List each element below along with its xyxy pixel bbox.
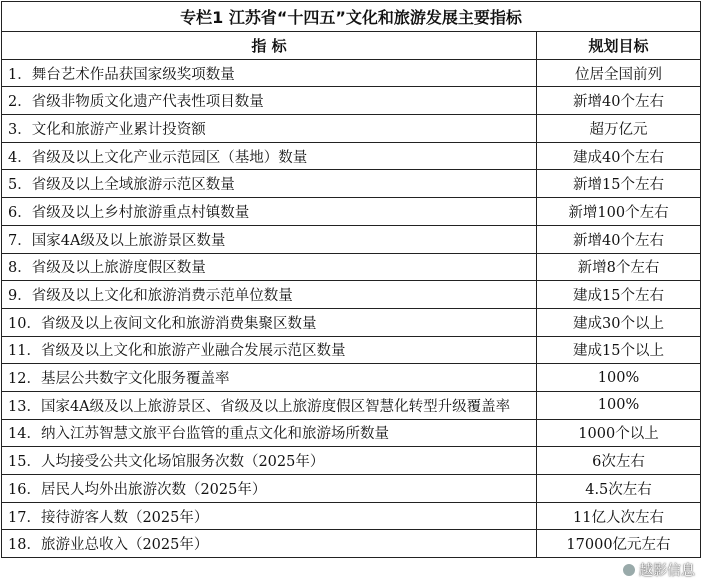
target-cell: 新增8个左右 xyxy=(537,253,701,281)
indicator-cell: 9．省级及以上文化和旅游消费示范单位数量 xyxy=(2,281,537,309)
target-cell: 建成40个左右 xyxy=(537,142,701,170)
target-cell: 建成15个以上 xyxy=(537,336,701,364)
indicator-cell: 13．国家4A级及以上旅游景区、省级及以上旅游度假区智慧化转型升级覆盖率 xyxy=(2,391,537,419)
target-cell: 1000个以上 xyxy=(537,419,701,447)
table-row xyxy=(2,419,701,447)
table-body xyxy=(2,59,701,557)
table-row xyxy=(2,530,701,558)
indicator-cell: 12．基层公共数字文化服务覆盖率 xyxy=(2,364,537,392)
indicator-document xyxy=(1,1,700,558)
table-row xyxy=(2,502,701,530)
table-row xyxy=(2,59,701,87)
indicator-cell: 14．纳入江苏智慧文旅平台监管的重点文化和旅游场所数量 xyxy=(2,419,537,447)
table-row xyxy=(2,447,701,475)
target-cell: 位居全国前列 xyxy=(537,59,701,87)
table-title: 专栏1 江苏省“十四五”文化和旅游发展主要指标 xyxy=(2,2,701,32)
target-cell: 超万亿元 xyxy=(537,115,701,143)
indicator-cell: 4．省级及以上文化产业示范园区（基地）数量 xyxy=(2,142,537,170)
target-cell: 11亿人次左右 xyxy=(537,502,701,530)
target-cell: 新增15个左右 xyxy=(537,170,701,198)
table-row xyxy=(2,475,701,503)
indicator-cell: 3．文化和旅游产业累计投资额 xyxy=(2,115,537,143)
watermark-text: 越影信息 xyxy=(639,563,695,579)
table-row xyxy=(2,87,701,115)
target-cell: 建成15个左右 xyxy=(537,281,701,309)
table-row xyxy=(2,336,701,364)
indicator-cell: 18．旅游业总收入（2025年） xyxy=(2,530,537,558)
header-row xyxy=(2,32,701,60)
table-row xyxy=(2,281,701,309)
target-cell: 100% xyxy=(537,364,701,392)
table-row xyxy=(2,391,701,419)
target-cell: 17000亿元左右 xyxy=(537,530,701,558)
table-row xyxy=(2,115,701,143)
target-cell: 新增40个左右 xyxy=(537,225,701,253)
indicator-cell: 7．国家4A级及以上旅游景区数量 xyxy=(2,225,537,253)
target-cell: 建成30个以上 xyxy=(537,308,701,336)
indicator-cell: 17．接待游客人数（2025年） xyxy=(2,502,537,530)
indicator-cell: 1．舞台艺术作品获国家级奖项数量 xyxy=(2,59,537,87)
indicator-cell: 10．省级及以上夜间文化和旅游消费集聚区数量 xyxy=(2,308,537,336)
table-row xyxy=(2,198,701,226)
target-cell: 新增100个左右 xyxy=(537,198,701,226)
indicator-cell: 2．省级非物质文化遗产代表性项目数量 xyxy=(2,87,537,115)
target-cell: 4.5次左右 xyxy=(537,475,701,503)
indicator-cell: 5．省级及以上全域旅游示范区数量 xyxy=(2,170,537,198)
target-cell: 100% xyxy=(537,391,701,419)
target-cell: 6次左右 xyxy=(537,447,701,475)
indicator-cell: 16．居民人均外出旅游次数（2025年） xyxy=(2,475,537,503)
table-row xyxy=(2,170,701,198)
target-column-header: 规划目标 xyxy=(537,32,701,60)
table-row xyxy=(2,364,701,392)
table-row xyxy=(2,308,701,336)
indicator-cell: 11．省级及以上文化和旅游产业融合发展示范区数量 xyxy=(2,336,537,364)
indicator-cell: 6．省级及以上乡村旅游重点村镇数量 xyxy=(2,198,537,226)
indicator-table xyxy=(1,1,701,558)
indicator-cell: 15．人均接受公共文化场馆服务次数（2025年） xyxy=(2,447,537,475)
wechat-logo-icon xyxy=(622,563,636,577)
indicator-cell: 8．省级及以上旅游度假区数量 xyxy=(2,253,537,281)
target-cell: 新增40个左右 xyxy=(537,87,701,115)
table-row xyxy=(2,142,701,170)
caption-row xyxy=(2,2,701,32)
table-row xyxy=(2,225,701,253)
table-row xyxy=(2,253,701,281)
indicator-column-header: 指 标 xyxy=(2,32,537,60)
watermark xyxy=(622,560,695,580)
